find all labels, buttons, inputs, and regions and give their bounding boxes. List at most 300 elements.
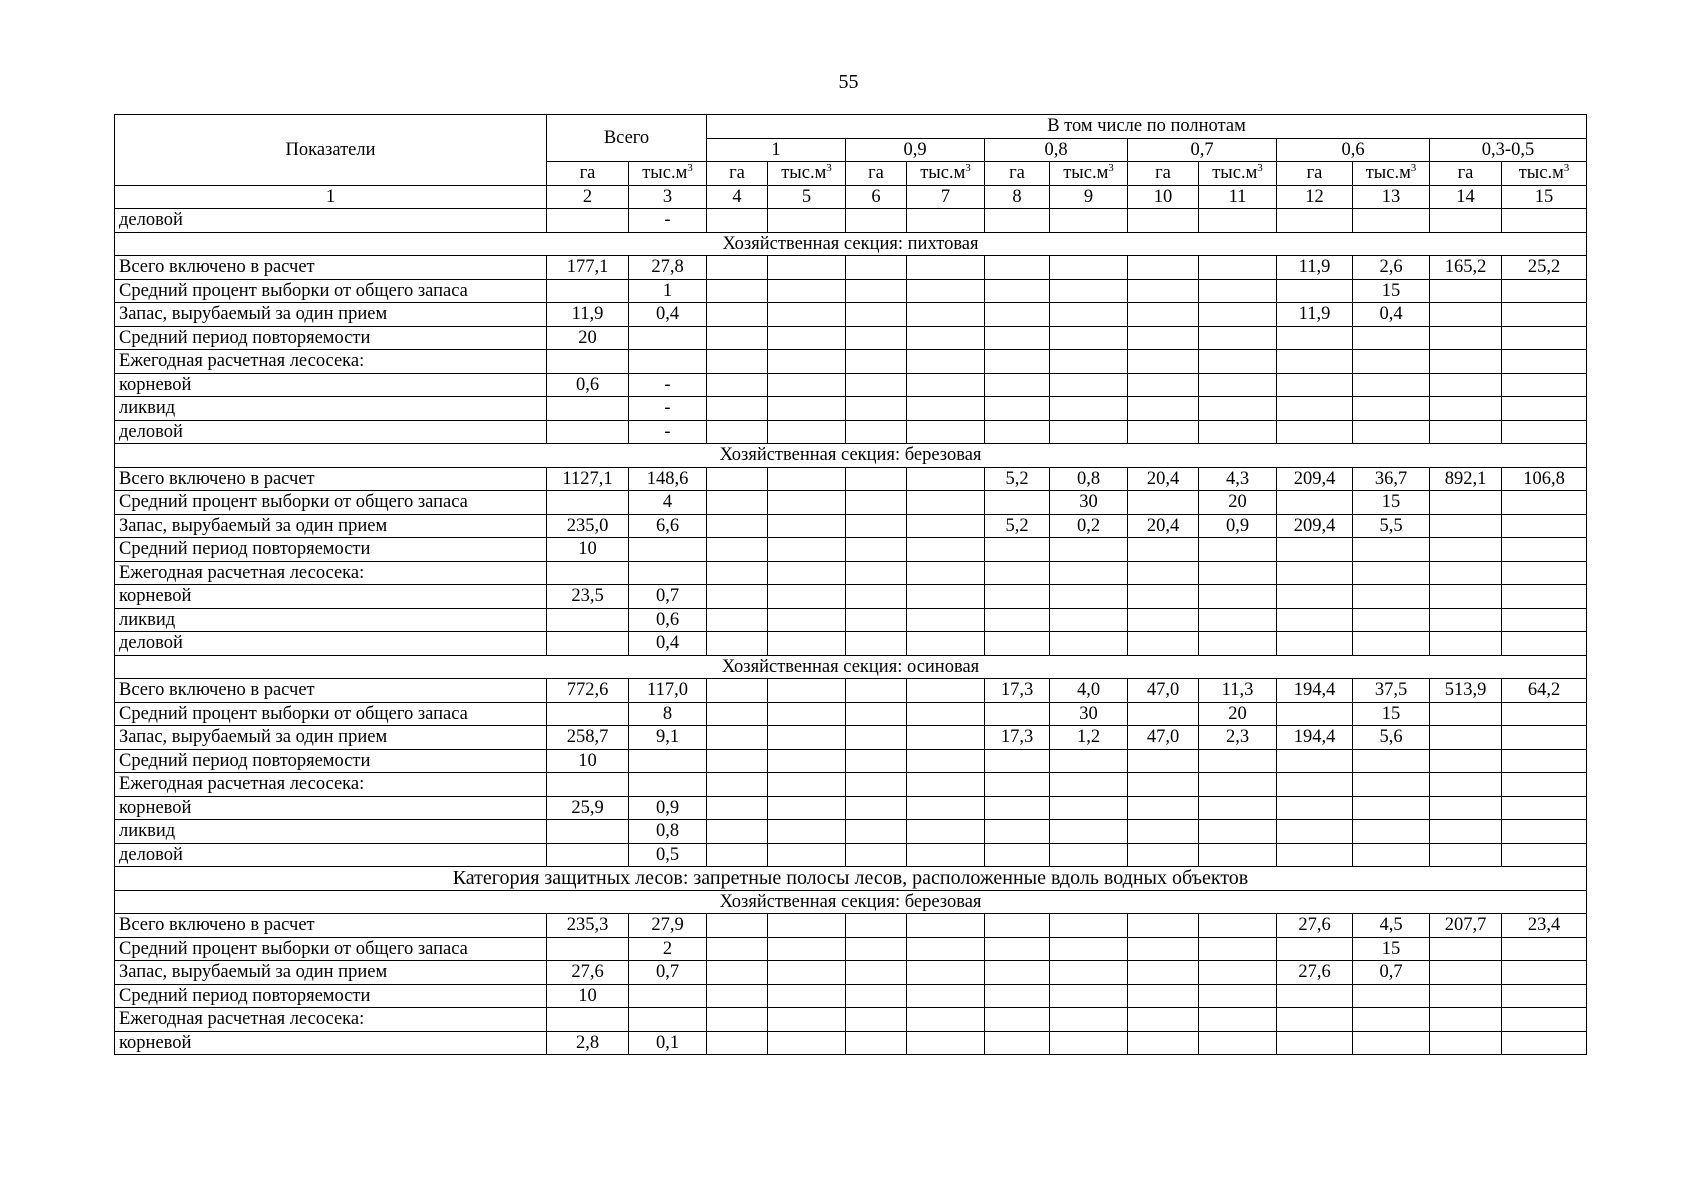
table-cell: 20,4 — [1128, 467, 1199, 491]
table-cell — [1502, 1031, 1587, 1055]
table-row — [115, 796, 1587, 820]
table-cell — [907, 514, 985, 538]
table-cell — [985, 843, 1050, 867]
table-cell: - — [629, 209, 707, 233]
header-unit-volume — [629, 162, 707, 186]
table-cell — [985, 561, 1050, 585]
table-cell — [1128, 585, 1199, 609]
table-cell: 10 — [547, 984, 629, 1008]
table-cell — [707, 1031, 768, 1055]
unit-volume-exponent: 3 — [1257, 162, 1263, 175]
table-cell — [907, 702, 985, 726]
row-label: Ежегодная расчетная лесосека: — [115, 561, 547, 585]
column-number: 13 — [1353, 185, 1430, 209]
table-cell — [547, 632, 629, 656]
table-cell — [1430, 538, 1502, 562]
table-cell — [768, 303, 846, 327]
table-cell — [547, 350, 629, 374]
column-number-row — [115, 185, 1587, 209]
table-cell — [907, 820, 985, 844]
unit-volume-exponent: 3 — [826, 162, 832, 175]
table-cell — [1430, 820, 1502, 844]
table-cell — [1353, 420, 1430, 444]
table-cell — [1353, 397, 1430, 421]
table-cell — [985, 749, 1050, 773]
table-cell — [1050, 749, 1128, 773]
table-cell — [768, 373, 846, 397]
table-cell — [1502, 961, 1587, 985]
table-cell — [768, 796, 846, 820]
table-cell — [846, 467, 907, 491]
table-cell — [985, 303, 1050, 327]
table-cell — [846, 561, 907, 585]
table-cell — [1050, 326, 1128, 350]
table-cell — [985, 984, 1050, 1008]
row-label: Средний период повторяемости — [115, 326, 547, 350]
table-cell — [985, 491, 1050, 515]
column-number: 15 — [1502, 185, 1587, 209]
table-cell — [629, 984, 707, 1008]
table-cell — [1128, 608, 1199, 632]
table-cell: 0,9 — [629, 796, 707, 820]
table-cell — [547, 820, 629, 844]
table-cell — [707, 796, 768, 820]
table-cell — [547, 843, 629, 867]
table-cell — [707, 256, 768, 280]
row-label: ликвид — [115, 397, 547, 421]
table-cell — [1430, 843, 1502, 867]
table-row — [115, 961, 1587, 985]
table-cell — [846, 679, 907, 703]
table-row — [115, 702, 1587, 726]
column-number: 7 — [907, 185, 985, 209]
table-row — [115, 209, 1587, 233]
table-cell: 17,3 — [985, 726, 1050, 750]
table-cell — [907, 561, 985, 585]
table-cell — [1128, 303, 1199, 327]
table-cell — [1430, 350, 1502, 374]
table-cell — [768, 702, 846, 726]
table-cell: 30 — [1050, 491, 1128, 515]
table-cell — [1277, 843, 1353, 867]
table-cell — [1502, 937, 1587, 961]
table-cell — [846, 726, 907, 750]
table-cell — [846, 373, 907, 397]
table-cell — [1050, 843, 1128, 867]
table-cell — [907, 961, 985, 985]
table-cell: 11,9 — [547, 303, 629, 327]
table-row — [115, 773, 1587, 797]
table-cell — [907, 256, 985, 280]
table-cell: 4,3 — [1199, 467, 1277, 491]
table-cell — [1199, 1031, 1277, 1055]
table-row — [115, 749, 1587, 773]
table-cell — [907, 279, 985, 303]
table-cell — [629, 350, 707, 374]
table-cell — [707, 209, 768, 233]
table-cell — [1199, 773, 1277, 797]
table-cell: 1 — [629, 279, 707, 303]
row-label: Всего включено в расчет — [115, 679, 547, 703]
table-cell — [1128, 961, 1199, 985]
table-cell — [768, 585, 846, 609]
table-cell — [1277, 491, 1353, 515]
table-cell — [1128, 796, 1199, 820]
table-cell: 5,2 — [985, 514, 1050, 538]
section-row — [115, 890, 1587, 914]
table-cell: 0,7 — [629, 585, 707, 609]
header-unit-volume — [1050, 162, 1128, 186]
table-cell — [1430, 561, 1502, 585]
table-cell — [1353, 585, 1430, 609]
unit-volume-text: тыс.м — [920, 163, 966, 184]
table-cell: 10 — [547, 538, 629, 562]
table-cell — [1050, 773, 1128, 797]
table-cell: 106,8 — [1502, 467, 1587, 491]
table-row — [115, 279, 1587, 303]
table-cell — [985, 420, 1050, 444]
table-cell — [846, 514, 907, 538]
table-cell: 20,4 — [1128, 514, 1199, 538]
table-cell — [707, 749, 768, 773]
row-label: Запас, вырубаемый за один прием — [115, 726, 547, 750]
page-number: 55 — [838, 71, 859, 93]
row-label: деловой — [115, 209, 547, 233]
table-cell — [907, 1008, 985, 1032]
header-unit-ha: га — [1277, 162, 1353, 186]
table-cell: 148,6 — [629, 467, 707, 491]
table-cell — [547, 561, 629, 585]
row-label: корневой — [115, 796, 547, 820]
row-label: ликвид — [115, 820, 547, 844]
table-cell — [846, 585, 907, 609]
table-cell: 2,6 — [1353, 256, 1430, 280]
table-cell — [1277, 749, 1353, 773]
table-cell — [1430, 491, 1502, 515]
table-cell — [1502, 702, 1587, 726]
table-cell — [707, 937, 768, 961]
table-row — [115, 632, 1587, 656]
table-cell — [547, 937, 629, 961]
table-cell — [1050, 632, 1128, 656]
table-cell: 165,2 — [1430, 256, 1502, 280]
table-cell — [1128, 702, 1199, 726]
table-cell — [846, 350, 907, 374]
row-label: деловой — [115, 632, 547, 656]
table-cell — [1128, 1031, 1199, 1055]
row-label: Ежегодная расчетная лесосека: — [115, 350, 547, 374]
table-cell: 17,3 — [985, 679, 1050, 703]
table-cell — [1277, 608, 1353, 632]
table-cell — [1430, 279, 1502, 303]
table-cell — [1502, 561, 1587, 585]
unit-volume-exponent: 3 — [687, 162, 693, 175]
table-cell: 0,4 — [1353, 303, 1430, 327]
table-cell — [846, 279, 907, 303]
table-cell — [1199, 843, 1277, 867]
table-cell — [1128, 561, 1199, 585]
table-cell: 5,5 — [1353, 514, 1430, 538]
table-cell: - — [629, 420, 707, 444]
table-cell — [985, 1008, 1050, 1032]
table-cell — [985, 279, 1050, 303]
table-row — [115, 608, 1587, 632]
section-title: Хозяйственная секция: пихтовая — [115, 232, 1587, 256]
table-cell: 47,0 — [1128, 679, 1199, 703]
table-cell — [1502, 1008, 1587, 1032]
table-header — [115, 115, 1587, 209]
table-cell — [1128, 373, 1199, 397]
table-cell — [707, 491, 768, 515]
table-cell: 27,6 — [1277, 961, 1353, 985]
table-cell — [547, 702, 629, 726]
unit-volume-text: тыс.м — [781, 163, 827, 184]
table-cell — [707, 420, 768, 444]
table-cell: 20 — [1199, 702, 1277, 726]
table-cell — [985, 702, 1050, 726]
row-label: Всего включено в расчет — [115, 467, 547, 491]
table-cell — [1199, 538, 1277, 562]
table-cell — [846, 843, 907, 867]
table-cell — [547, 397, 629, 421]
table-cell — [907, 632, 985, 656]
table-cell — [768, 326, 846, 350]
table-row — [115, 937, 1587, 961]
table-cell — [1050, 1031, 1128, 1055]
table-cell: - — [629, 373, 707, 397]
table-cell — [707, 726, 768, 750]
table-cell — [907, 373, 985, 397]
table-body — [115, 209, 1587, 1055]
table-cell — [846, 397, 907, 421]
table-cell — [768, 538, 846, 562]
table-cell: 27,9 — [629, 914, 707, 938]
table-cell — [707, 326, 768, 350]
table-cell — [707, 350, 768, 374]
table-cell — [1502, 373, 1587, 397]
table-cell — [1430, 937, 1502, 961]
table-cell — [1277, 937, 1353, 961]
table-row — [115, 984, 1587, 1008]
unit-volume-text: тыс.м — [1518, 163, 1564, 184]
table-cell — [547, 608, 629, 632]
table-cell — [1199, 749, 1277, 773]
table-cell — [907, 420, 985, 444]
table-cell — [1277, 420, 1353, 444]
table-cell — [1502, 514, 1587, 538]
table-cell — [985, 209, 1050, 233]
table-cell — [1050, 937, 1128, 961]
table-cell: 772,6 — [547, 679, 629, 703]
table-cell — [768, 773, 846, 797]
table-cell — [985, 820, 1050, 844]
column-number: 8 — [985, 185, 1050, 209]
table-cell — [707, 773, 768, 797]
table-cell — [1502, 303, 1587, 327]
table-cell: 11,9 — [1277, 256, 1353, 280]
table-cell: 209,4 — [1277, 514, 1353, 538]
table-cell — [1502, 326, 1587, 350]
table-cell: 177,1 — [547, 256, 629, 280]
table-cell — [629, 749, 707, 773]
table-cell — [846, 420, 907, 444]
table-cell — [846, 303, 907, 327]
table-cell — [629, 773, 707, 797]
table-cell — [985, 397, 1050, 421]
table-cell — [907, 796, 985, 820]
table-cell — [1199, 796, 1277, 820]
table-cell — [985, 585, 1050, 609]
table-cell — [1277, 209, 1353, 233]
table-cell — [768, 1031, 846, 1055]
table-cell — [768, 279, 846, 303]
header-density: 0,7 — [1128, 138, 1277, 162]
table-cell — [1430, 1031, 1502, 1055]
table-cell — [985, 373, 1050, 397]
table-cell — [846, 1031, 907, 1055]
table-cell — [1050, 1008, 1128, 1032]
table-cell: 194,4 — [1277, 679, 1353, 703]
table-cell — [1199, 209, 1277, 233]
category-row — [115, 867, 1587, 891]
header-unit-ha: га — [707, 162, 768, 186]
table-cell: 8 — [629, 702, 707, 726]
table-cell — [629, 538, 707, 562]
table-cell: 513,9 — [1430, 679, 1502, 703]
table-cell — [1050, 350, 1128, 374]
table-cell — [1430, 514, 1502, 538]
table-cell — [846, 256, 907, 280]
table-cell — [1128, 209, 1199, 233]
table-cell — [768, 843, 846, 867]
table-cell — [846, 984, 907, 1008]
table-cell: 10 — [547, 749, 629, 773]
table-cell — [707, 1008, 768, 1032]
table-cell — [1128, 937, 1199, 961]
table-cell — [1502, 984, 1587, 1008]
unit-volume-exponent: 3 — [965, 162, 971, 175]
table-cell — [1502, 796, 1587, 820]
header-unit-volume — [907, 162, 985, 186]
table-cell — [1199, 585, 1277, 609]
table-cell — [1199, 303, 1277, 327]
table-cell — [907, 585, 985, 609]
table-cell — [1199, 820, 1277, 844]
column-number: 6 — [846, 185, 907, 209]
header-indicators: Показатели — [115, 115, 547, 186]
table-cell: 235,3 — [547, 914, 629, 938]
table-cell: - — [629, 397, 707, 421]
table-cell — [1277, 632, 1353, 656]
table-row — [115, 350, 1587, 374]
table-cell — [907, 773, 985, 797]
section-row — [115, 444, 1587, 468]
table-cell — [768, 350, 846, 374]
table-cell: 36,7 — [1353, 467, 1430, 491]
row-label: Всего включено в расчет — [115, 256, 547, 280]
table-cell — [1353, 984, 1430, 1008]
header-unit-volume — [1199, 162, 1277, 186]
table-cell — [768, 491, 846, 515]
table-cell: 0,8 — [629, 820, 707, 844]
table-cell — [768, 984, 846, 1008]
table-cell — [985, 326, 1050, 350]
column-number: 2 — [547, 185, 629, 209]
table-cell: 892,1 — [1430, 467, 1502, 491]
row-label: корневой — [115, 1031, 547, 1055]
table-cell — [907, 397, 985, 421]
table-cell — [907, 726, 985, 750]
table-cell: 64,2 — [1502, 679, 1587, 703]
table-cell: 2 — [629, 937, 707, 961]
table-cell — [985, 937, 1050, 961]
table-cell — [1128, 350, 1199, 374]
table-cell — [1353, 608, 1430, 632]
table-cell — [1353, 350, 1430, 374]
table-cell — [907, 843, 985, 867]
table-cell — [1502, 608, 1587, 632]
table-cell — [1277, 279, 1353, 303]
table-cell — [1199, 608, 1277, 632]
table-cell — [1277, 326, 1353, 350]
unit-volume-exponent: 3 — [1108, 162, 1114, 175]
table-cell — [1050, 373, 1128, 397]
table-cell — [1430, 608, 1502, 632]
table-cell — [1050, 820, 1128, 844]
table-cell — [846, 326, 907, 350]
table-cell — [1430, 726, 1502, 750]
table-cell — [846, 749, 907, 773]
table-cell: 235,0 — [547, 514, 629, 538]
table-cell — [1128, 420, 1199, 444]
table-cell: 25,9 — [547, 796, 629, 820]
table-cell: 0,9 — [1199, 514, 1277, 538]
table-cell — [1353, 1031, 1430, 1055]
table-cell — [1430, 984, 1502, 1008]
table-cell — [1353, 538, 1430, 562]
table-cell — [907, 984, 985, 1008]
table-cell — [547, 209, 629, 233]
table-cell — [907, 350, 985, 374]
table-cell — [907, 679, 985, 703]
table-cell — [1050, 420, 1128, 444]
table-cell — [1353, 820, 1430, 844]
section-row — [115, 655, 1587, 679]
table-cell — [1502, 749, 1587, 773]
column-number: 11 — [1199, 185, 1277, 209]
row-label: Средний период повторяемости — [115, 749, 547, 773]
table-cell — [547, 279, 629, 303]
table-cell: 0,1 — [629, 1031, 707, 1055]
table-cell — [1128, 279, 1199, 303]
cutting-area-table — [114, 114, 1587, 1055]
header-unit-volume — [1502, 162, 1587, 186]
row-label: ликвид — [115, 608, 547, 632]
table-cell — [1199, 961, 1277, 985]
table-cell — [768, 608, 846, 632]
header-unit-ha: га — [1430, 162, 1502, 186]
table-cell — [1430, 749, 1502, 773]
table-cell: 27,6 — [547, 961, 629, 985]
table-row — [115, 373, 1587, 397]
header-by-density: В том числе по полнотам — [707, 115, 1587, 139]
section-title: Хозяйственная секция: березовая — [115, 890, 1587, 914]
unit-volume-text: тыс.м — [1365, 163, 1411, 184]
table-cell — [1050, 984, 1128, 1008]
table-cell — [707, 679, 768, 703]
table-cell — [707, 820, 768, 844]
table-cell — [768, 397, 846, 421]
